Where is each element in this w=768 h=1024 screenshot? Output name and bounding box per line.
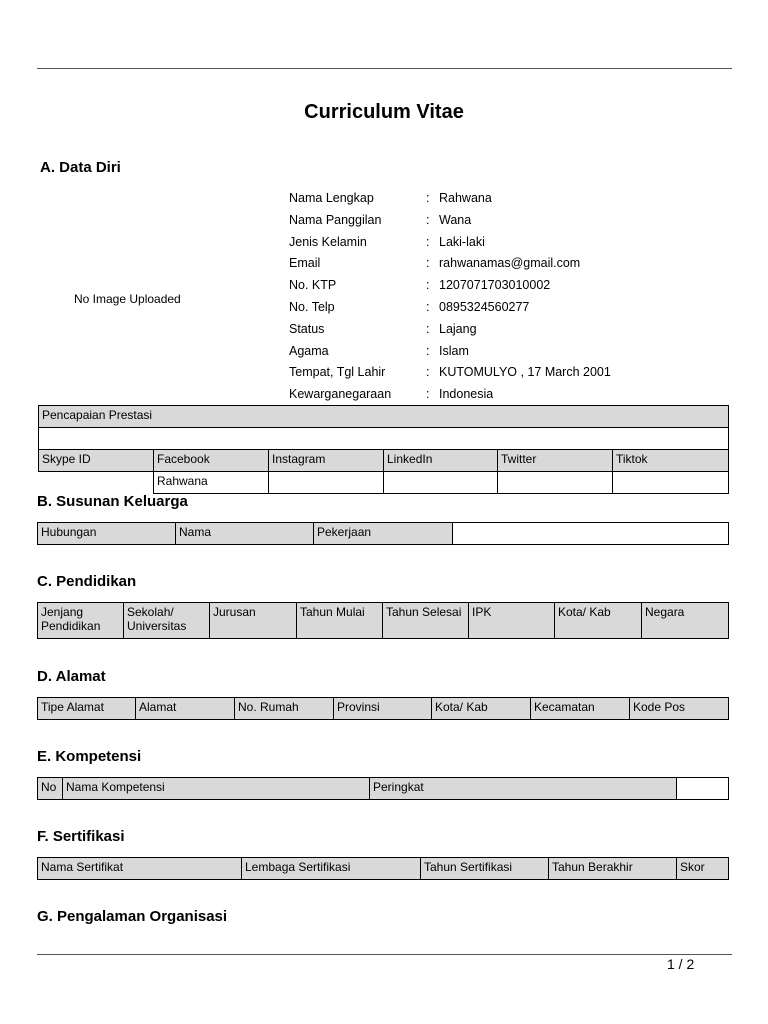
pendidikan-header: Jenjang Pendidikan	[38, 603, 124, 639]
section-b-title: B. Susunan Keluarga	[37, 493, 188, 510]
section-a-title: A. Data Diri	[40, 159, 121, 176]
social-value	[269, 472, 384, 494]
pendidikan-header: IPK	[469, 603, 555, 639]
alamat-header: Provinsi	[334, 698, 432, 720]
pendidikan-header: Tahun Mulai	[297, 603, 383, 639]
prestasi-header: Pencapaian Prestasi	[39, 406, 729, 428]
sertifikasi-header: Nama Sertifikat	[38, 858, 242, 880]
alamat-header: Kecamatan	[531, 698, 630, 720]
pendidikan-table	[37, 602, 729, 639]
social-header: Skype ID	[39, 450, 154, 472]
social-header: Twitter	[498, 450, 613, 472]
section-e-title: E. Kompetensi	[37, 748, 142, 765]
sertifikasi-header: Lembaga Sertifikasi	[242, 858, 421, 880]
social-header: Tiktok	[613, 450, 729, 472]
alamat-header: Kota/ Kab	[432, 698, 531, 720]
keluarga-table	[37, 522, 729, 545]
page-number: 1 / 2	[667, 956, 695, 972]
prestasi-social-table	[38, 405, 729, 494]
pendidikan-header: Tahun Selesai	[383, 603, 469, 639]
photo-placeholder: No Image Uploaded	[74, 292, 181, 306]
alamat-table	[37, 697, 729, 720]
pendidikan-header: Negara	[642, 603, 729, 639]
kompetensi-header	[677, 778, 729, 800]
keluarga-header: Nama	[176, 523, 314, 545]
alamat-header: No. Rumah	[235, 698, 334, 720]
pendidikan-header: Kota/ Kab	[555, 603, 642, 639]
sertifikasi-table	[37, 857, 729, 880]
social-value	[39, 472, 154, 494]
kompetensi-header: No	[38, 778, 63, 800]
sertifikasi-header: Tahun Berakhir	[549, 858, 677, 880]
sertifikasi-header: Tahun Sertifikasi	[421, 858, 549, 880]
kompetensi-table	[37, 777, 729, 800]
top-rule	[37, 68, 732, 69]
pendidikan-header: Sekolah/ Universitas	[124, 603, 210, 639]
social-value	[613, 472, 729, 494]
kompetensi-header: Peringkat	[370, 778, 677, 800]
kompetensi-header: Nama Kompetensi	[63, 778, 370, 800]
social-value: Rahwana	[154, 472, 269, 494]
bottom-rule	[37, 954, 732, 955]
pendidikan-header: Jurusan	[210, 603, 297, 639]
keluarga-header	[453, 523, 729, 545]
sertifikasi-header: Skor	[677, 858, 729, 880]
social-value	[498, 472, 613, 494]
social-value	[384, 472, 498, 494]
alamat-header: Alamat	[136, 698, 235, 720]
page-title: Curriculum Vitae	[304, 101, 464, 123]
keluarga-header: Hubungan	[38, 523, 176, 545]
alamat-header: Kode Pos	[630, 698, 729, 720]
prestasi-value	[39, 428, 729, 450]
alamat-header: Tipe Alamat	[38, 698, 136, 720]
section-d-title: D. Alamat	[37, 668, 106, 685]
section-g-title: G. Pengalaman Organisasi	[37, 908, 228, 925]
section-f-title: F. Sertifikasi	[37, 828, 125, 845]
social-header: Facebook	[154, 450, 269, 472]
social-header: Instagram	[269, 450, 384, 472]
keluarga-header: Pekerjaan	[314, 523, 453, 545]
section-c-title: C. Pendidikan	[37, 573, 137, 590]
social-header: LinkedIn	[384, 450, 498, 472]
